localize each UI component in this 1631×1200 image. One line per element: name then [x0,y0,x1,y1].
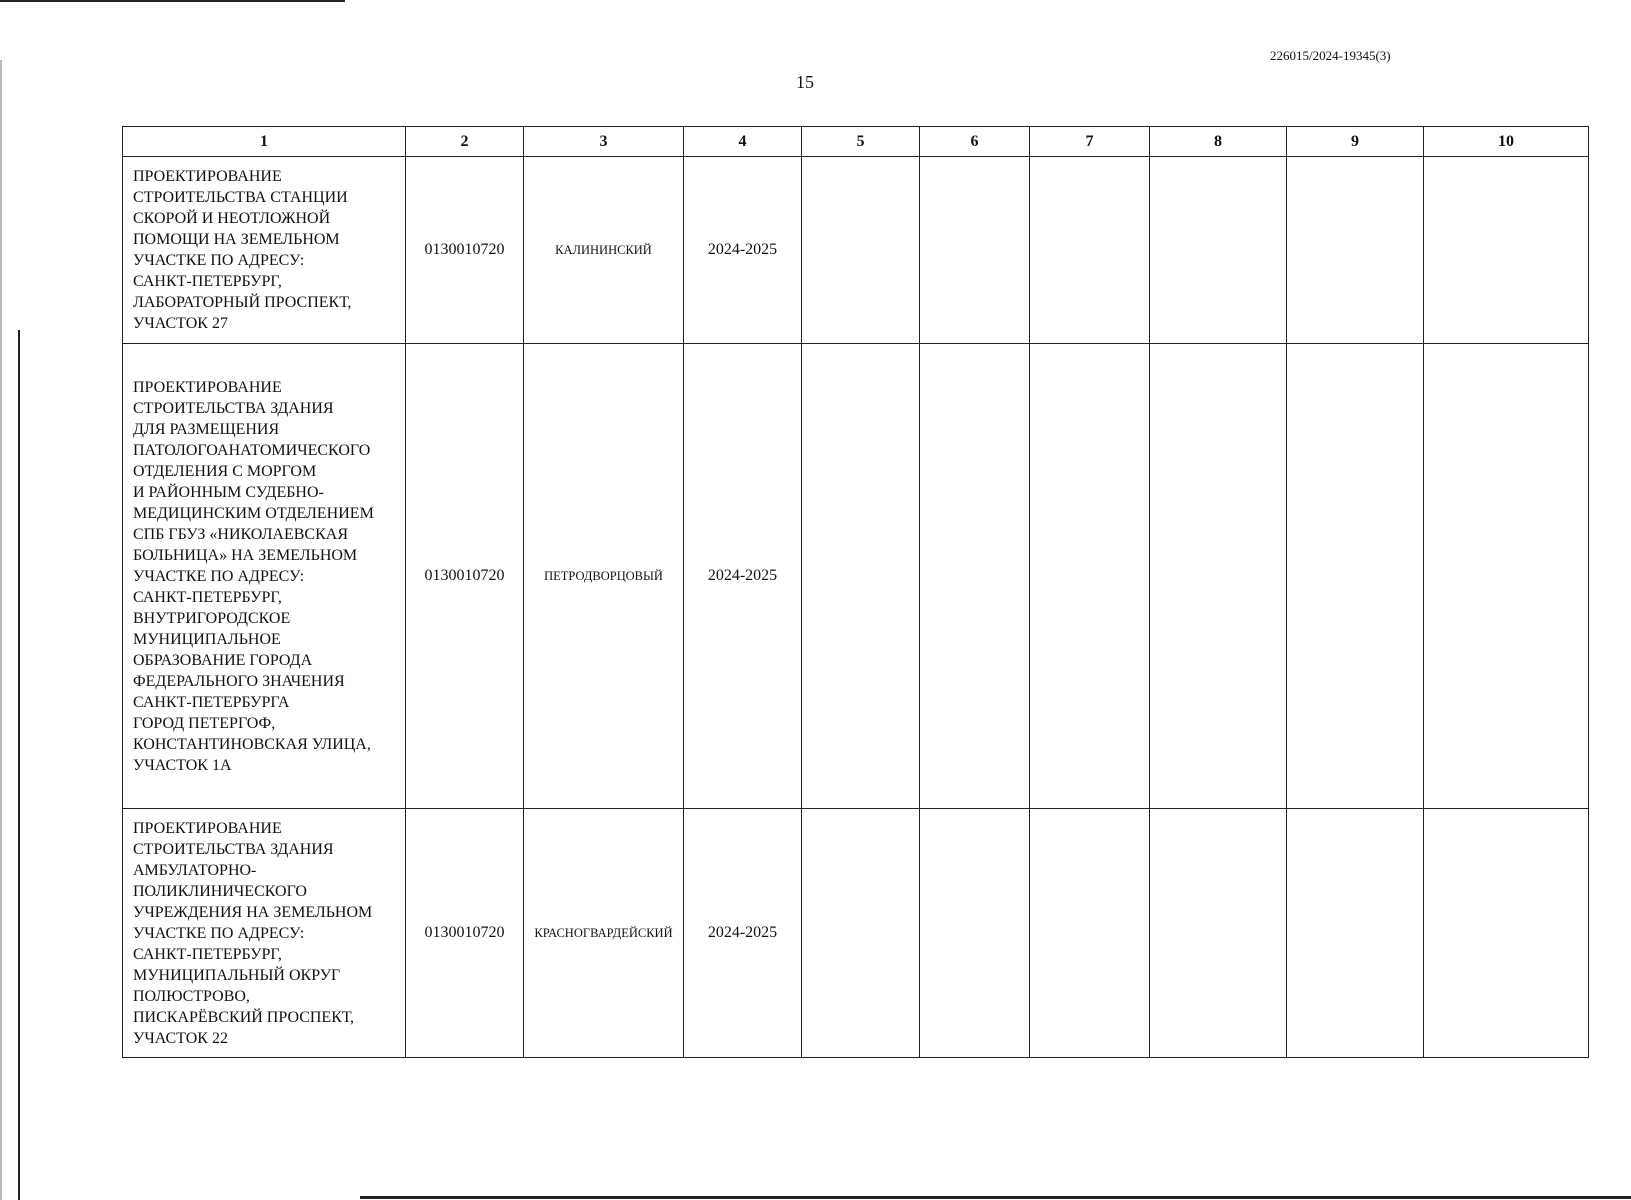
column-header: 3 [524,127,684,157]
period-cell: 2024-2025 [684,809,802,1058]
district-cell: КРАСНОГВАРДЕЙСКИЙ [524,809,684,1058]
empty-cell [1150,157,1287,344]
object-name-line: УЧРЕЖДЕНИЯ НА ЗЕМЕЛЬНОМ [133,903,373,921]
object-name-line: ПОЛЮСТРОВО, [133,987,250,1005]
period-cell: 2024-2025 [684,157,802,344]
object-name-line: МЕДИЦИНСКИМ ОТДЕЛЕНИЕМ [133,504,374,522]
empty-cell [1287,344,1424,809]
object-name-line: БОЛЬНИЦА» НА ЗЕМЕЛЬНОМ [133,546,358,564]
object-name-line: САНКТ-ПЕТЕРБУРГ, [133,273,282,290]
empty-cell [1424,809,1589,1058]
empty-cell [1030,157,1150,344]
page-number: 15 [796,72,814,92]
object-name-line: МУНИЦИПАЛЬНЫЙ ОКРУГ [133,966,341,984]
empty-cell [1287,809,1424,1058]
column-header: 2 [406,127,524,157]
object-name-line: ЛАБОРАТОРНЫЙ ПРОСПЕКТ, [133,294,352,311]
empty-cell [802,157,920,344]
empty-cell [920,157,1030,344]
column-header: 7 [1030,127,1150,157]
object-name-line: УЧАСТКЕ ПО АДРЕСУ: [133,252,305,269]
empty-cell [1150,809,1287,1058]
object-name-line: ДЛЯ РАЗМЕЩЕНИЯ [133,420,280,438]
scan-edge-left [0,60,2,1200]
object-name-line: АМБУЛАТОРНО- [133,861,257,879]
object-name-line: ПОМОЩИ НА ЗЕМЕЛЬНОМ [133,231,340,248]
empty-cell [920,809,1030,1058]
object-name-line: ПАТОЛОГОАНАТОМИЧЕСКОГО [133,441,371,459]
object-name-line: ПРОЕКТИРОВАНИЕ [133,378,282,396]
empty-cell [1030,809,1150,1058]
object-name-line: УЧАСТКЕ ПО АДРЕСУ: [133,924,305,942]
object-name-line: КОНСТАНТИНОВСКАЯ УЛИЦА, [133,735,371,753]
object-name-cell [123,809,406,1058]
object-name-line: ОТДЕЛЕНИЯ С МОРГОМ [133,462,317,480]
column-header: 10 [1424,127,1589,157]
table-row [123,157,1589,344]
object-name-line: И РАЙОННЫМ СУДЕБНО- [133,483,324,501]
object-name-line: ПРОЕКТИРОВАНИЕ [133,168,282,185]
empty-cell [802,344,920,809]
table-row [123,809,1589,1058]
column-header: 8 [1150,127,1287,157]
scan-edge-bottom [360,1196,1631,1199]
column-header: 9 [1287,127,1424,157]
period-cell: 2024-2025 [684,344,802,809]
empty-cell [1150,344,1287,809]
object-name-line: САНКТ-ПЕТЕРБУРГА [133,693,290,711]
empty-cell [1424,157,1589,344]
district-cell: ПЕТРОДВОРЦОВЫЙ [524,344,684,809]
empty-cell [1287,157,1424,344]
object-name-line: УЧАСТОК 22 [133,1029,228,1047]
empty-cell [1030,344,1150,809]
object-name-line: МУНИЦИПАЛЬНОЕ [133,630,281,648]
object-name-line: УЧАСТОК 1А [133,756,232,774]
column-header: 5 [802,127,920,157]
empty-cell [802,809,920,1058]
column-header: 6 [920,127,1030,157]
object-name-line: СТРОИТЕЛЬСТВА ЗДАНИЯ [133,399,334,417]
object-name-line: САНКТ-ПЕТЕРБУРГ, [133,945,282,963]
code-cell: 0130010720 [406,157,524,344]
scan-edge-left-inner [18,330,20,1200]
object-name-line: СПБ ГБУЗ «НИКОЛАЕВСКАЯ [133,525,348,543]
object-name-line: ВНУТРИГОРОДСКОЕ [133,609,291,627]
document-number: 226015/2024-19345(3) [1270,48,1391,63]
data-table [122,126,1589,1058]
object-name-line: СТРОИТЕЛЬСТВА СТАНЦИИ [133,189,348,206]
object-name-line: СТРОИТЕЛЬСТВА ЗДАНИЯ [133,840,334,858]
object-name-line: СКОРОЙ И НЕОТЛОЖНОЙ [133,210,331,227]
object-name-line: ОБРАЗОВАНИЕ ГОРОДА [133,651,313,669]
object-name-line: УЧАСТКЕ ПО АДРЕСУ: [133,567,305,585]
object-name-line: ПРОЕКТИРОВАНИЕ [133,819,282,837]
column-header: 4 [684,127,802,157]
object-name-line: ФЕДЕРАЛЬНОГО ЗНАЧЕНИЯ [133,672,345,690]
object-name-cell [123,157,406,344]
object-name-line: УЧАСТОК 27 [133,315,228,332]
district-cell: КАЛИНИНСКИЙ [524,157,684,344]
code-cell: 0130010720 [406,344,524,809]
column-header: 1 [123,127,406,157]
object-name-line: ПОЛИКЛИНИЧЕСКОГО [133,882,307,900]
object-name-line: САНКТ-ПЕТЕРБУРГ, [133,588,282,606]
scan-edge-top [0,0,345,2]
empty-cell [920,344,1030,809]
object-name-cell [123,344,406,809]
object-name-line: ПИСКАРЁВСКИЙ ПРОСПЕКТ, [133,1008,355,1026]
header-row [123,127,1589,157]
code-cell: 0130010720 [406,809,524,1058]
empty-cell [1424,344,1589,809]
object-name-line: ГОРОД ПЕТЕРГОФ, [133,714,276,732]
table-row [123,344,1589,809]
